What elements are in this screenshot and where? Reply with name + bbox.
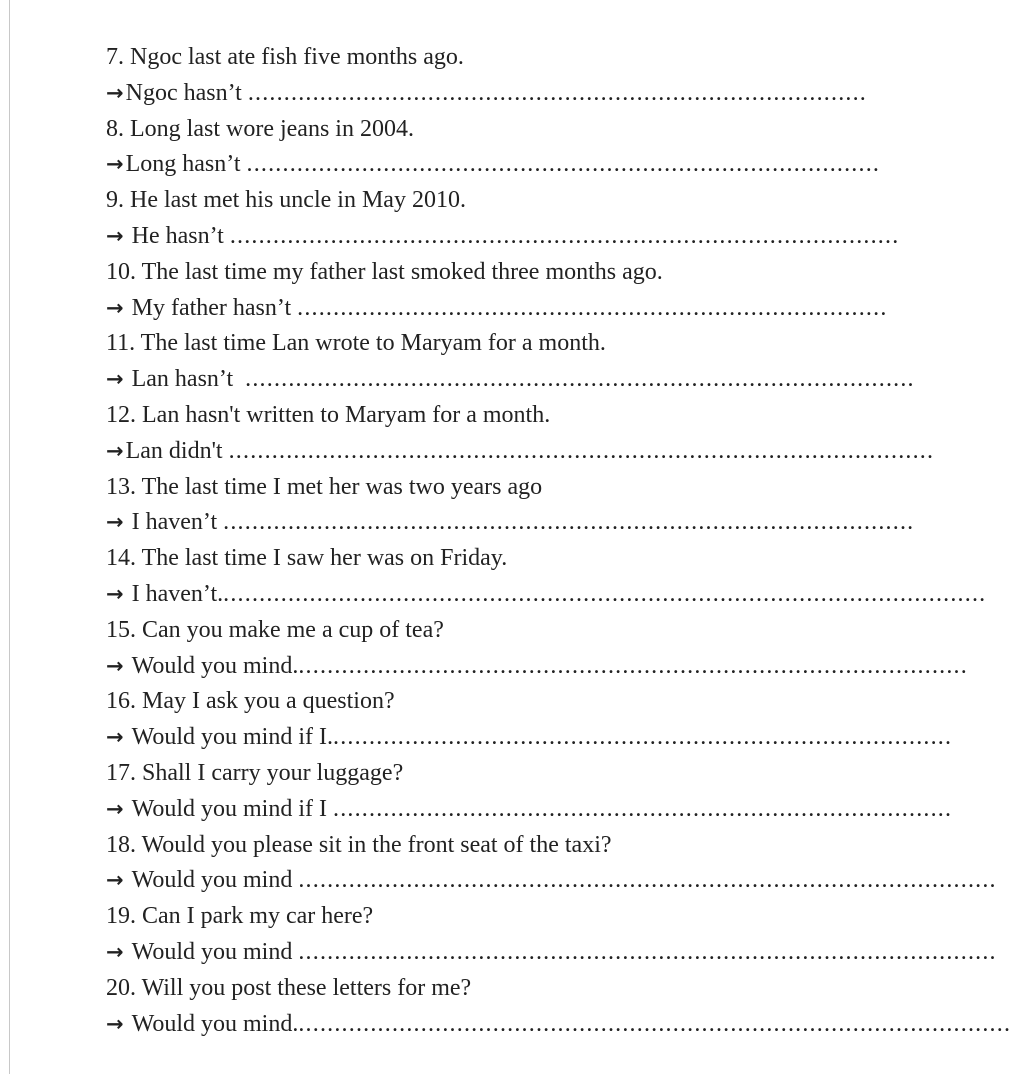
answer-blank[interactable]: ................................................................................................... [298,1010,1012,1037]
answer-blank[interactable]: ................................................................................................. [298,938,997,965]
answer-blank[interactable]: ...................................................................................... [333,724,953,751]
answer-prompt: I haven’t [131,509,224,536]
exercise-question: 20. Will you post these letters for me? [106,974,472,1001]
answer-prompt: Would you mind if I [131,795,333,822]
exercise-question: 14. The last time I saw her was on Friday. [106,545,508,572]
exercise-answer-line[interactable] [106,362,1024,398]
arrow-icon: → [106,438,124,463]
arrow-icon: → [106,581,124,606]
arrow-icon: → [106,725,124,750]
exercise-question: 12. Lan hasn't written to Maryam for a month. [106,401,551,428]
arrow-icon: → [106,152,124,177]
exercise-answer-line[interactable] [106,649,1024,685]
answer-prompt: Long hasn’t [125,151,247,178]
arrow-icon: → [106,653,124,678]
answer-blank[interactable]: ............................................................................................. [245,366,915,393]
page-left-border [9,0,10,1074]
answer-blank[interactable]: ............................................................................................. [298,652,968,679]
answer-blank[interactable]: ...................................................................................... [247,79,868,106]
exercise-answer-line[interactable] [106,720,1024,756]
exercise-answer-line[interactable] [106,291,1024,327]
arrow-icon: → [106,223,124,248]
arrow-icon: → [106,510,124,535]
exercise-answer-line[interactable] [106,76,1024,112]
exercise-question: 9. He last met his uncle in May 2010. [106,187,466,214]
arrow-icon: → [106,367,124,392]
exercise-question: 15. Can you make me a cup of tea? [106,616,444,643]
answer-prompt: Would you mind [131,867,299,894]
exercise-question: 13. The last time I met her was two years ago [106,473,543,500]
answer-blank[interactable]: .......................................................................................................... [223,580,987,607]
exercise-answer-line[interactable] [106,219,1024,255]
exercise-answer-line[interactable] [106,863,1024,899]
exercise-question: 19. Can I park my car here? [106,903,374,930]
answer-prompt: Would you mind [131,938,299,965]
exercise-question: 11. The last time Lan wrote to Maryam for a month. [106,330,606,357]
exercise-question: 7. Ngoc last ate fish five months ago. [106,44,464,70]
exercise-question: 17. Shall I carry your luggage? [106,759,404,786]
arrow-icon: → [106,939,124,964]
answer-prompt: My father hasn’t [131,294,298,321]
answer-prompt: Lan didn't [125,437,229,464]
exercise-list [106,40,1024,1042]
exercise-answer-line[interactable] [106,434,1024,470]
exercise-answer-line[interactable] [106,935,1024,971]
arrow-icon: → [106,295,124,320]
arrow-icon: → [106,1011,124,1036]
answer-blank[interactable]: ................................................................................................ [223,509,915,536]
exercise-answer-line[interactable] [106,792,1024,828]
answer-blank[interactable]: ...................................................................................... [333,795,953,822]
answer-blank[interactable]: .................................................................................. [297,294,888,321]
exercise-question: 8. Long last wore jeans in 2004. [106,115,414,142]
answer-prompt: Ngoc hasn’t [125,79,248,106]
exercise-question: 16. May I ask you a question? [106,688,395,715]
exercise-answer-line[interactable] [106,1007,1024,1043]
exercise-answer-line[interactable] [106,505,1024,541]
answer-prompt: Would you mind if I. [131,724,333,751]
answer-prompt: Would you mind. [131,652,299,679]
exercise-answer-line[interactable] [106,577,1024,613]
answer-prompt: He hasn’t [131,222,230,249]
exercise-question: 10. The last time my father last smoked three months ago. [106,258,663,285]
answer-blank[interactable]: .................................................................................................. [228,437,935,464]
arrow-icon: → [106,796,124,821]
arrow-icon: → [106,868,124,893]
exercise-answer-line[interactable] [106,147,1024,183]
answer-prompt: I haven’t. [131,580,224,607]
answer-prompt: Would you mind. [131,1010,299,1037]
answer-blank[interactable]: ........................................................................................ [246,151,881,178]
exercise-question: 18. Would you please sit in the front seat of the taxi? [106,831,612,858]
arrow-icon: → [106,80,124,105]
answer-prompt: Lan hasn’t [131,366,246,393]
answer-blank[interactable]: ................................................................................................. [298,867,997,894]
answer-blank[interactable]: ............................................................................................. [229,222,900,249]
